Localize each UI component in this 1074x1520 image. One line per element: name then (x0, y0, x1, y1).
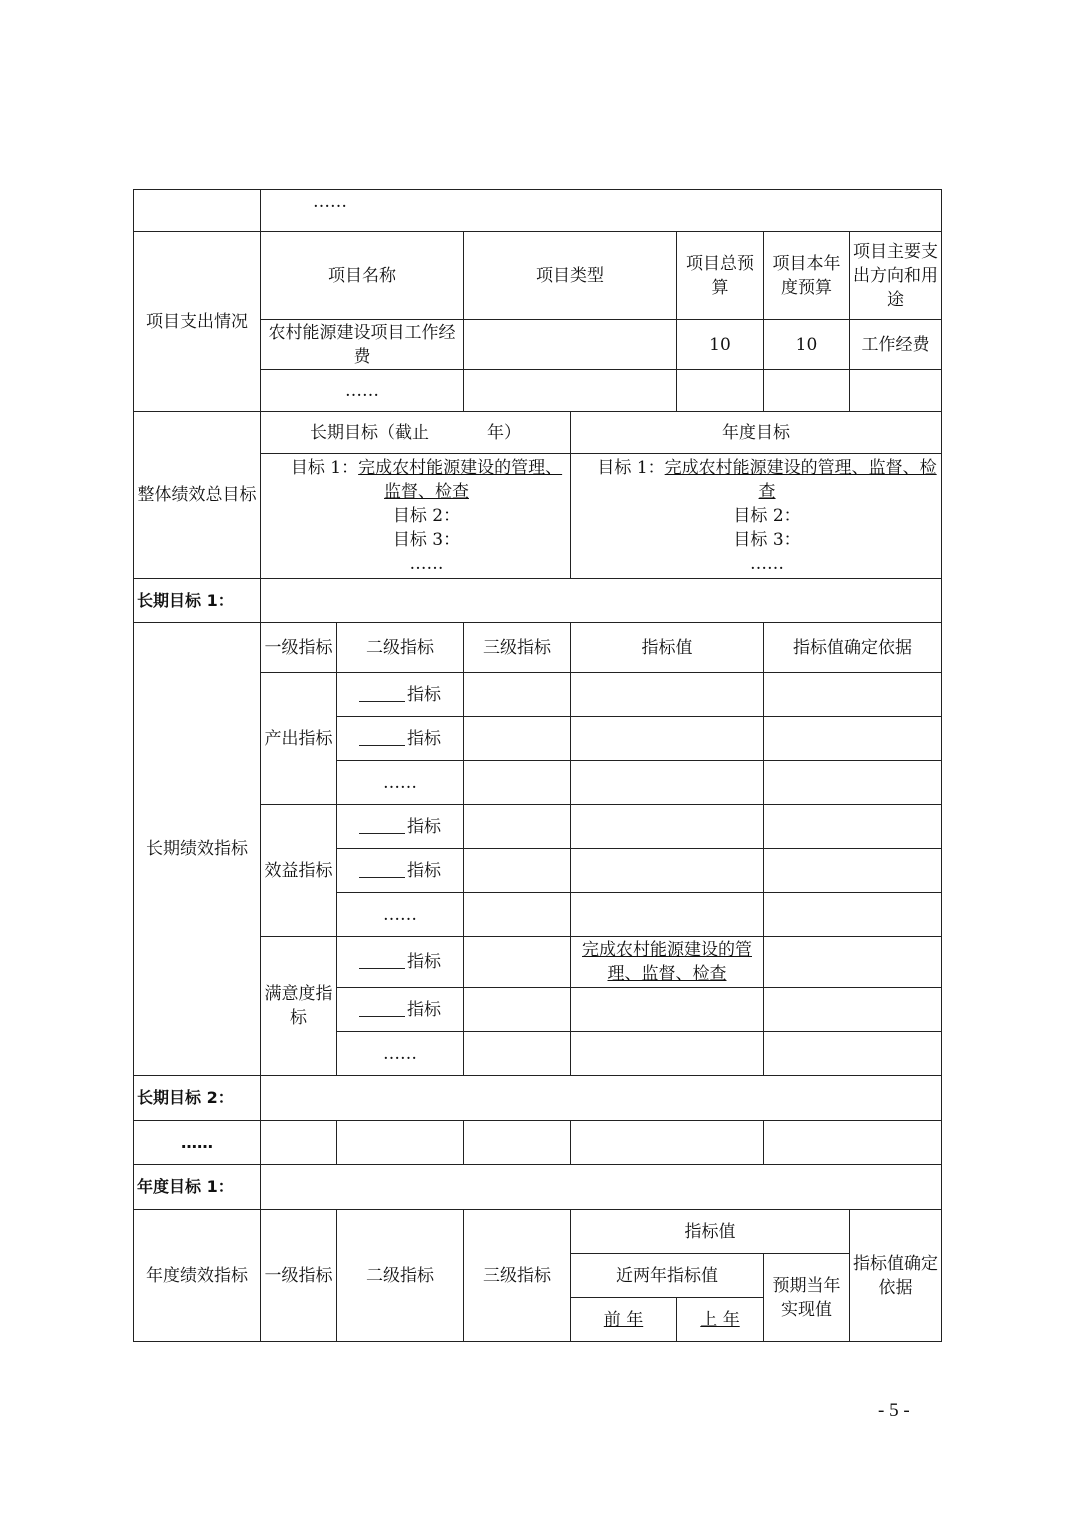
annual-budget: 10 (764, 320, 850, 370)
long-term-goals: 目标 1：完成农村能源建设的管理、监督、检查 目标 2： 目标 3： …… (261, 454, 571, 579)
blank-cell (850, 370, 942, 412)
annual-basis: 指标值确定依据 (850, 1210, 942, 1342)
header-purpose: 项目主要支出方向和用途 (850, 232, 942, 320)
indicator-blank: 指标 (337, 673, 464, 717)
blank-cell (261, 579, 942, 623)
annual-level3: 三级指标 (464, 1210, 571, 1342)
page-number: - 5 - (878, 1400, 910, 1421)
blank-cell (464, 370, 677, 412)
annual-value-header: 指标值 (571, 1210, 850, 1254)
spending-section-label: 项目支出情况 (134, 232, 261, 412)
indicator-blank: 指标 (337, 805, 464, 849)
annual-indicators-label: 年度绩效指标 (134, 1210, 261, 1342)
indicator-blank: 指标 (337, 988, 464, 1032)
ellipsis: …… (337, 761, 464, 805)
total-budget: 10 (677, 320, 764, 370)
header-level2: 二级指标 (337, 623, 464, 673)
recent-two-years: 近两年指标值 (571, 1254, 764, 1298)
ellipsis: …… (261, 190, 942, 232)
long-indicators-label: 长期绩效指标 (134, 623, 261, 1076)
ellipsis: …… (337, 893, 464, 937)
annual-goal-header: 年度目标 (571, 412, 942, 454)
annual-target-1-label: 年度目标 1： (134, 1165, 261, 1210)
header-value: 指标值 (571, 623, 764, 673)
ellipsis: …… (337, 1032, 464, 1076)
previous-year: 前 年 (571, 1298, 677, 1342)
blank-cell (764, 370, 850, 412)
expected-value: 预期当年实现值 (764, 1254, 850, 1342)
overall-goal-label: 整体绩效总目标 (134, 412, 261, 579)
purpose: 工作经费 (850, 320, 942, 370)
last-year: 上 年 (677, 1298, 764, 1342)
indicator-blank: 指标 (337, 937, 464, 988)
header-basis: 指标值确定依据 (764, 623, 942, 673)
project-name: 农村能源建设项目工作经费 (261, 320, 464, 370)
header-project-name: 项目名称 (261, 232, 464, 320)
long-target-1-label: 长期目标 1： (134, 579, 261, 623)
group-output: 产出指标 (261, 673, 337, 805)
header-project-type: 项目类型 (464, 232, 677, 320)
header-total-budget: 项目总预算 (677, 232, 764, 320)
indicator-blank: 指标 (337, 717, 464, 761)
group-benefit: 效益指标 (261, 805, 337, 937)
annual-level2: 二级指标 (337, 1210, 464, 1342)
performance-table (133, 189, 942, 1342)
annual-goals: 目标 1：完成农村能源建设的管理、监督、检查 目标 2： 目标 3： …… (571, 454, 942, 579)
satisfaction-value: 完成农村能源建设的管理、监督、检查 (571, 937, 764, 988)
header-annual-budget: 项目本年度预算 (764, 232, 850, 320)
long-target-2-label: 长期目标 2： (134, 1076, 261, 1121)
annual-level1: 一级指标 (261, 1210, 337, 1342)
long-term-header: 长期目标（截止 年） (261, 412, 571, 454)
indicator-blank: 指标 (337, 849, 464, 893)
ellipsis: …… (134, 1121, 261, 1165)
blank-cell (677, 370, 764, 412)
blank-cell (134, 190, 261, 232)
project-type (464, 320, 677, 370)
group-satisfaction: 满意度指标 (261, 937, 337, 1076)
header-level1: 一级指标 (261, 623, 337, 673)
header-level3: 三级指标 (464, 623, 571, 673)
ellipsis: …… (261, 370, 464, 412)
